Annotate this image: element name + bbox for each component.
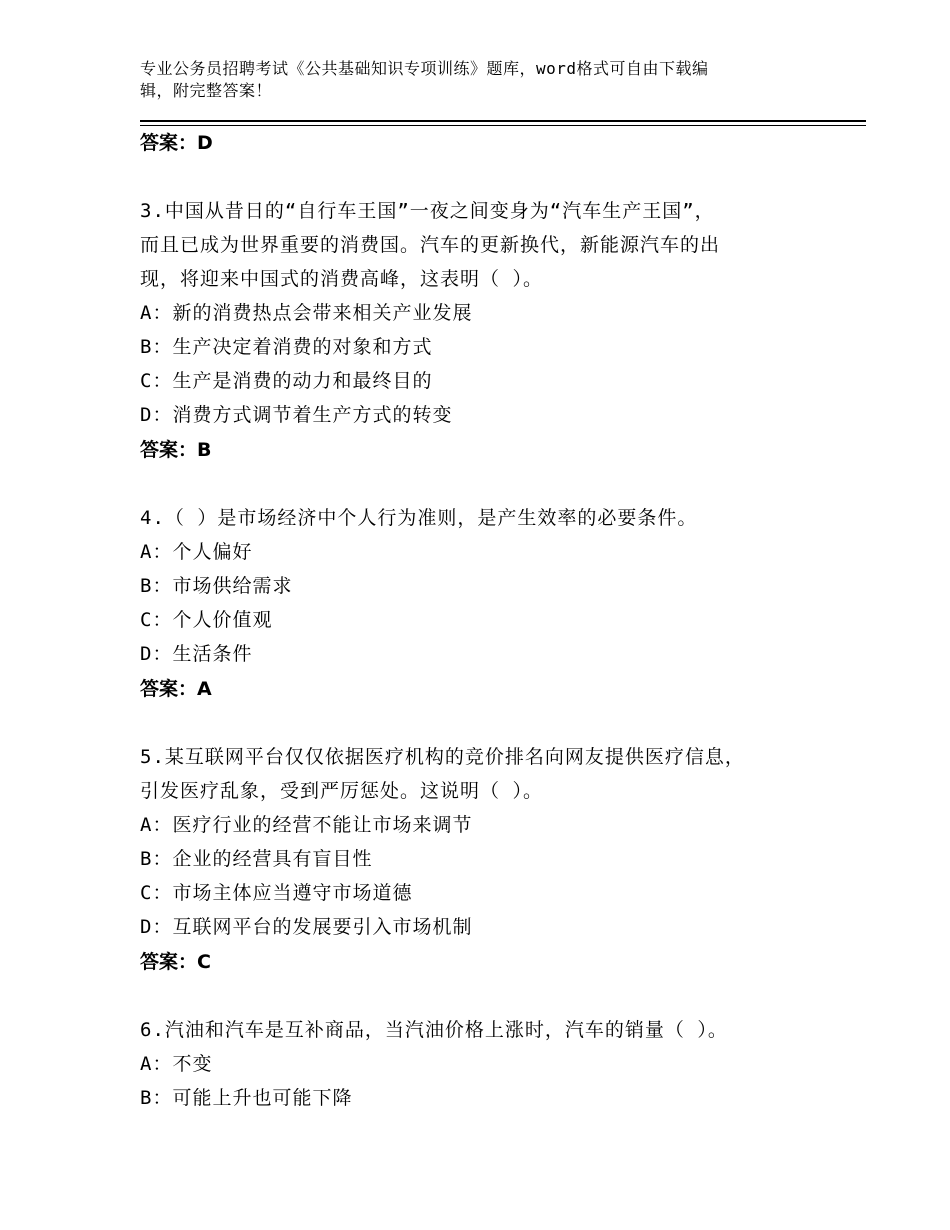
option-a: A：新的消费热点会带来相关产业发展 bbox=[140, 302, 473, 324]
header-divider-thick bbox=[140, 120, 866, 122]
question-stem-line: 6.汽油和汽车是互补商品，当汽油价格上涨时，汽车的销量（ ）。 bbox=[140, 1019, 728, 1041]
option-b: B：可能上升也可能下降 bbox=[140, 1087, 353, 1109]
question-stem-line: 现，将迎来中国式的消费高峰，这表明（ ）。 bbox=[140, 268, 543, 290]
answer-line: 答案：B bbox=[140, 439, 212, 461]
question-stem-line: 3.中国从昔日的“自行车王国”一夜之间变身为“汽车生产王国”， bbox=[140, 200, 715, 222]
answer-line: 答案：C bbox=[140, 951, 211, 973]
option-d: D：生活条件 bbox=[140, 643, 253, 665]
header-line-2: 辑，附完整答案！ bbox=[140, 81, 273, 100]
option-a: A：不变 bbox=[140, 1053, 213, 1075]
question-stem-line: 引发医疗乱象，受到严厉惩处。这说明（ ）。 bbox=[140, 780, 543, 802]
option-a: A：医疗行业的经营不能让市场来调节 bbox=[140, 814, 473, 836]
option-a: A：个人偏好 bbox=[140, 541, 253, 563]
page-header bbox=[140, 58, 800, 102]
option-d: D：互联网平台的发展要引入市场机制 bbox=[140, 916, 473, 938]
question-stem-line: 而且已成为世界重要的消费国。汽车的更新换代，新能源汽车的出 bbox=[140, 234, 721, 256]
option-b: B：企业的经营具有盲目性 bbox=[140, 848, 373, 870]
question-stem-line: 4.（ ）是市场经济中个人行为准则，是产生效率的必要条件。 bbox=[140, 507, 698, 529]
option-c: C：个人价值观 bbox=[140, 609, 273, 631]
question-stem-line: 5.某互联网平台仅仅依据医疗机构的竞价排名向网友提供医疗信息， bbox=[140, 746, 745, 768]
option-c: C：市场主体应当遵守市场道德 bbox=[140, 882, 413, 904]
header-line-1: 专业公务员招聘考试《公共基础知识专项训练》题库，word格式可自由下载编 bbox=[140, 59, 709, 78]
answer-line: 答案：D bbox=[140, 132, 213, 154]
option-b: B：市场供给需求 bbox=[140, 575, 293, 597]
header-divider-thin bbox=[140, 125, 866, 126]
answer-line: 答案：A bbox=[140, 678, 212, 700]
option-b: B：生产决定着消费的对象和方式 bbox=[140, 336, 433, 358]
option-d: D：消费方式调节着生产方式的转变 bbox=[140, 404, 453, 426]
option-c: C：生产是消费的动力和最终目的 bbox=[140, 370, 433, 392]
